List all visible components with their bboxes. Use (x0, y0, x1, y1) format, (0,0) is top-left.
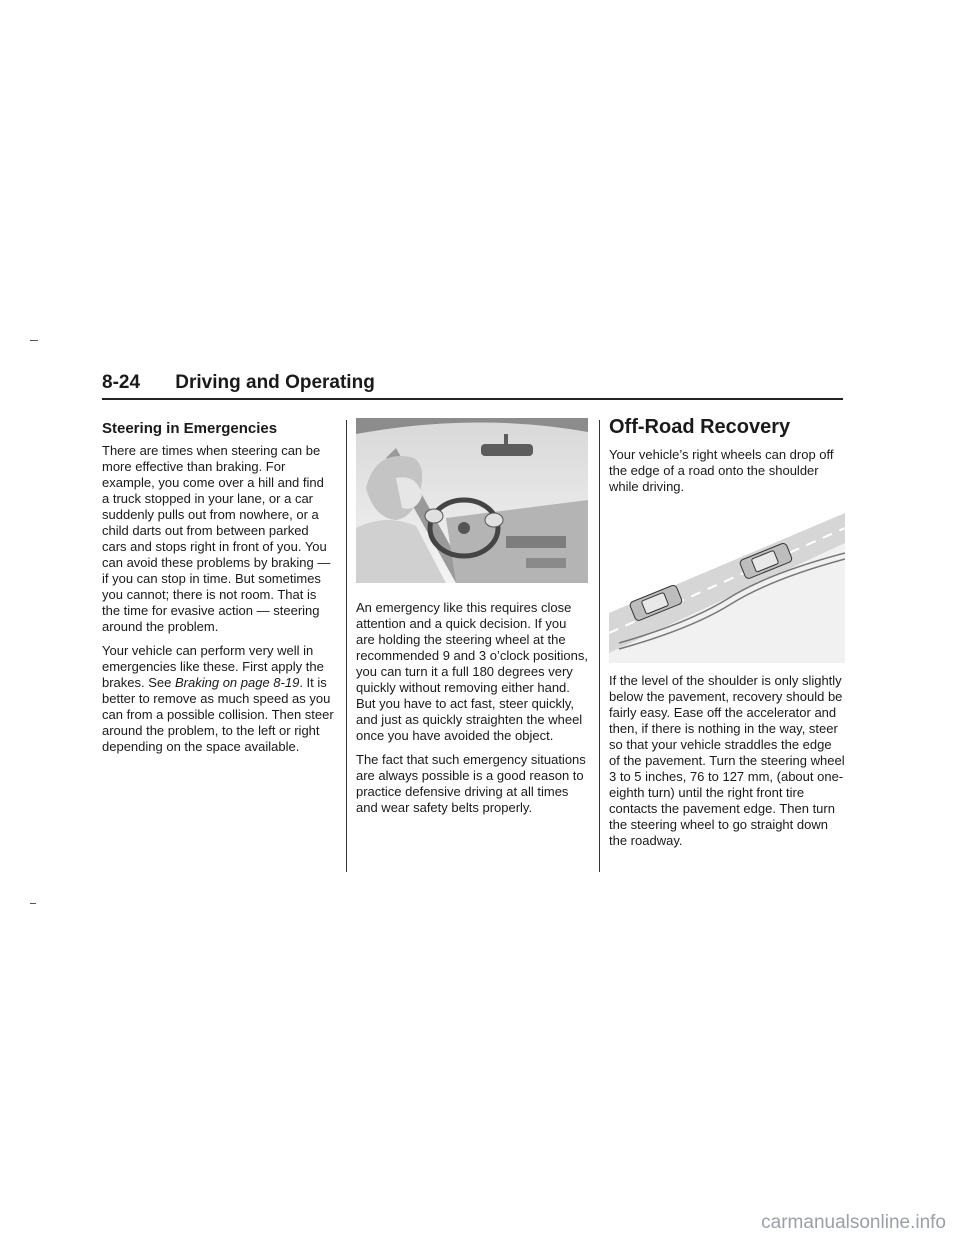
paragraph-text: . It is better to remove as much speed as you can from a possible collision. Then steer around the problem, to the left or right depending on the space available. (102, 675, 334, 754)
paragraph: An emergency like this requires close attention and a quick decision. If you are holding the steering wheel at the recommended 9 and 3 o’clock positions, you can turn it a full 180 degrees very quickly without removing either hand. But you have to act fast, steer quickly, and just as quickly straighten the wheel once you have avoided the object. (356, 600, 588, 743)
page-header (102, 372, 843, 400)
paragraph: There are times when steering can be more effective than braking. For example, you come over a hill and find a truck stopped in your lane, or a car suddenly pulls out from nowhere, or a child darts out from between parked cars and stops right in front of you. You can avoid these problems by braking — if you can stop in time. But sometimes you cannot; there is not room. That is the time for evasive action — steering around the problem. (102, 443, 331, 634)
section-title: Driving and Operating (175, 372, 375, 393)
column-2 (356, 408, 588, 824)
column-3 (609, 408, 845, 857)
paragraph: The fact that such emergency situations are always possible is a good reason to practice defensive driving at all times and wear safety belts properly. (356, 752, 586, 815)
column-1 (102, 408, 334, 763)
off-road-recovery-illustration (609, 503, 845, 663)
crop-mark-bottom (30, 903, 36, 904)
braking-reference-link[interactable]: Braking on page 8-19 (175, 675, 300, 690)
column-divider-1 (346, 420, 347, 872)
column-divider-2 (599, 420, 600, 872)
driver-steering-illustration (356, 408, 588, 588)
watermark: carmanualsonline.info (761, 1212, 946, 1233)
paragraph (102, 643, 334, 755)
page-number: 8-24 (102, 372, 141, 393)
section-heading-steering: Steering in Emergencies (102, 420, 278, 437)
paragraph-text: Your vehicle can perform very well in emergencies like these. First apply the brakes. See (102, 643, 324, 690)
crop-mark-top (30, 340, 38, 341)
paragraph: If the level of the shoulder is only slightly below the pavement, recovery should be fairly easy. Ease off the accelerator and then, if there is nothing in the way, steer so that your vehicle straddles the edge of the pavement. Turn the steering wheel 3 to 5 inches, 76 to 127 mm, (about one-eighth turn) until the right front tire contacts the pavement edge. Then turn the steering wheel to go straight down the roadway. (609, 673, 845, 848)
section-heading-off-road: Off-Road Recovery (609, 416, 791, 438)
paragraph: Your vehicle’s right wheels can drop off the edge of a road onto the shoulder while driving. (609, 447, 834, 494)
